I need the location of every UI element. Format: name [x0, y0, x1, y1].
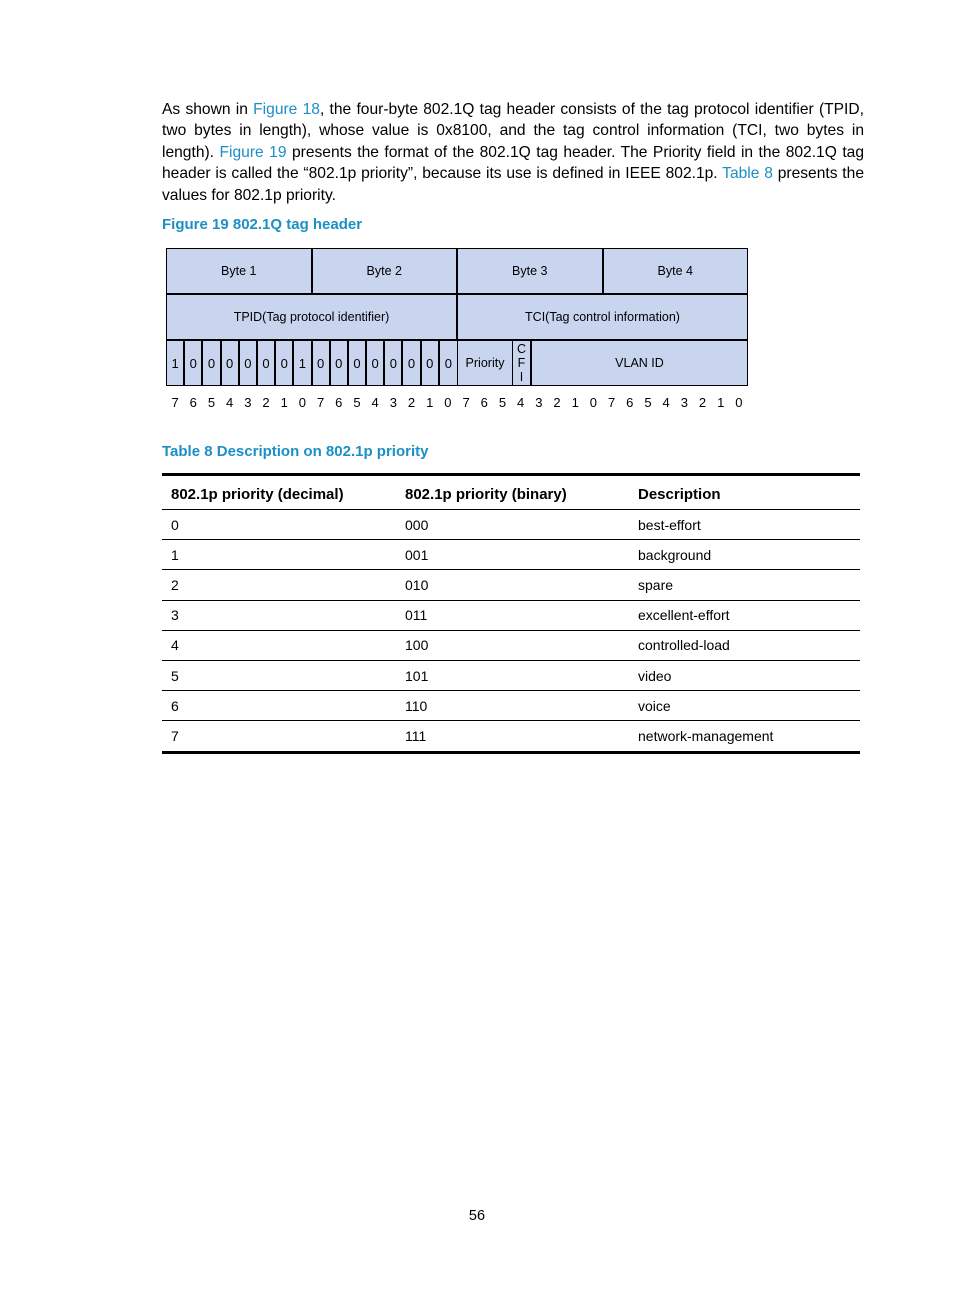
- bit-number: 2: [407, 395, 416, 410]
- bit-cell: 0: [222, 341, 240, 385]
- bit-number: 3: [535, 395, 543, 410]
- table-cell: 5: [162, 660, 396, 690]
- bit-number: 4: [662, 395, 670, 410]
- byte-row: [166, 248, 748, 294]
- table-cell: 1: [162, 540, 396, 570]
- bit-cell: 0: [422, 341, 440, 385]
- bit-numbers: [166, 395, 748, 410]
- table-cell: 100: [396, 630, 629, 660]
- table-cell: 101: [396, 660, 629, 690]
- bit-cell: 0: [331, 341, 349, 385]
- table-cell: 011: [396, 600, 629, 630]
- byte-2-cell: Byte 2: [312, 248, 458, 294]
- bit-number: 0: [444, 395, 452, 410]
- bit-number: 7: [462, 395, 470, 410]
- table-cell: spare: [629, 570, 860, 600]
- cfi-letter: C: [516, 342, 527, 356]
- bit-number: 2: [553, 395, 561, 410]
- table-cell: controlled-load: [629, 630, 860, 660]
- bit-number: 6: [189, 395, 197, 410]
- bit-cell: 0: [440, 341, 458, 385]
- table-cell: 0: [162, 510, 396, 540]
- intro-text: presents the values for 802.1p priority.: [162, 165, 864, 204]
- bit-cell: 0: [367, 341, 385, 385]
- bit-cell: 0: [403, 341, 421, 385]
- table-row: [162, 660, 860, 690]
- bit-number: 4: [371, 395, 379, 410]
- tci-cell: TCI(Tag control information): [457, 294, 748, 340]
- bit-number: 0: [298, 395, 307, 410]
- bit-number: 7: [607, 395, 616, 410]
- table-cell: 010: [396, 570, 629, 600]
- bit-cell: 0: [185, 341, 203, 385]
- bit-number: 1: [571, 395, 579, 410]
- vlan-id-cell: VLAN ID: [615, 356, 664, 370]
- bits-row: [166, 340, 748, 386]
- table-cell: excellent-effort: [629, 600, 860, 630]
- bit-number: 0: [589, 395, 598, 410]
- field-row: [166, 294, 748, 340]
- intro-paragraph: [162, 99, 864, 206]
- bit-number: 6: [335, 395, 343, 410]
- tpid-cell: TPID(Tag protocol identifier): [166, 294, 457, 340]
- bit-number: 5: [207, 395, 216, 410]
- table-cell: 7: [162, 721, 396, 752]
- figure-caption: Figure 19 802.1Q tag header: [162, 216, 363, 233]
- table-cell: 111: [396, 721, 629, 752]
- bit-number: 7: [316, 395, 325, 410]
- figure-19-link[interactable]: Figure 19: [219, 143, 287, 161]
- bit-number: 5: [498, 395, 507, 410]
- byte-4-cell: Byte 4: [603, 248, 749, 294]
- table-cell: 2: [162, 570, 396, 600]
- bit-cell: 1: [167, 341, 185, 385]
- bit-number: 3: [680, 395, 688, 410]
- intro-text: presents the format of the 802.1Q tag header. The Priority field in the 802.1Q tag header is called the “802.1p priority”, because its use is defined in IEEE 802.1p.: [162, 143, 864, 183]
- bit-cell: 0: [313, 341, 331, 385]
- bit-number: 3: [389, 395, 397, 410]
- table-cell: 110: [396, 691, 629, 721]
- table-row: [162, 630, 860, 660]
- bit-number: 0: [735, 395, 743, 410]
- table-cell: background: [629, 540, 860, 570]
- table-cell: 4: [162, 630, 396, 660]
- bit-number: 4: [226, 395, 234, 410]
- table-header-row: [162, 475, 860, 510]
- bit-number: 5: [353, 395, 361, 410]
- bit-cell: 0: [276, 341, 294, 385]
- table-body: [162, 510, 860, 753]
- bit-cell: 0: [240, 341, 258, 385]
- byte-1-cell: Byte 1: [166, 248, 312, 294]
- priority-cell: Priority: [458, 341, 513, 385]
- table-cell: 3: [162, 600, 396, 630]
- column-header: 802.1p priority (decimal): [162, 475, 396, 510]
- table-cell: 001: [396, 540, 629, 570]
- table-row: [162, 510, 860, 540]
- table-cell: 000: [396, 510, 629, 540]
- bit-number: 1: [280, 395, 288, 410]
- table-row: [162, 691, 860, 721]
- column-header: 802.1p priority (binary): [396, 475, 629, 510]
- intro-text: , the four-byte 802.1Q tag header consists of the tag protocol identifier (TPID, two bytes in length), whose value is 0x8100, and the tag control information (TCI, two bytes in length).: [162, 101, 864, 161]
- table-row: [162, 540, 860, 570]
- cfi-letter: F: [517, 356, 526, 370]
- bit-cell: 0: [385, 341, 403, 385]
- table-row: [162, 570, 860, 600]
- bit-cell: 0: [258, 341, 276, 385]
- bit-cell: 1: [294, 341, 312, 385]
- table-cell: network-management: [629, 721, 860, 752]
- table-row: [162, 600, 860, 630]
- bit-number: 1: [426, 395, 434, 410]
- bit-number: 6: [480, 395, 488, 410]
- table-8-link[interactable]: Table 8: [722, 165, 773, 183]
- bit-number: 6: [626, 395, 634, 410]
- table-caption: Table 8 Description on 802.1p priority: [162, 443, 429, 460]
- bit-number: 3: [244, 395, 252, 410]
- page-number: 56: [468, 1208, 486, 1224]
- cfi-letter: I: [519, 370, 524, 384]
- table-cell: 6: [162, 691, 396, 721]
- table-row: [162, 721, 860, 752]
- bit-number: 7: [171, 395, 179, 410]
- bit-number: 2: [698, 395, 707, 410]
- table-cell: voice: [629, 691, 860, 721]
- intro-text: As shown in: [162, 101, 254, 118]
- tag-header-figure: [166, 248, 748, 386]
- cfi-cell: [513, 341, 532, 385]
- bit-number: 1: [717, 395, 725, 410]
- byte-3-cell: Byte 3: [457, 248, 603, 294]
- priority-table: [162, 473, 860, 754]
- bit-cell: 0: [349, 341, 367, 385]
- bit-cell: 0: [203, 341, 221, 385]
- bit-number: 2: [262, 395, 270, 410]
- bit-number: 5: [644, 395, 652, 410]
- table-cell: video: [629, 660, 860, 690]
- table-cell: best-effort: [629, 510, 860, 540]
- bit-number: 4: [517, 395, 525, 410]
- figure-18-link[interactable]: Figure 18: [253, 101, 320, 118]
- column-header: Description: [629, 475, 860, 510]
